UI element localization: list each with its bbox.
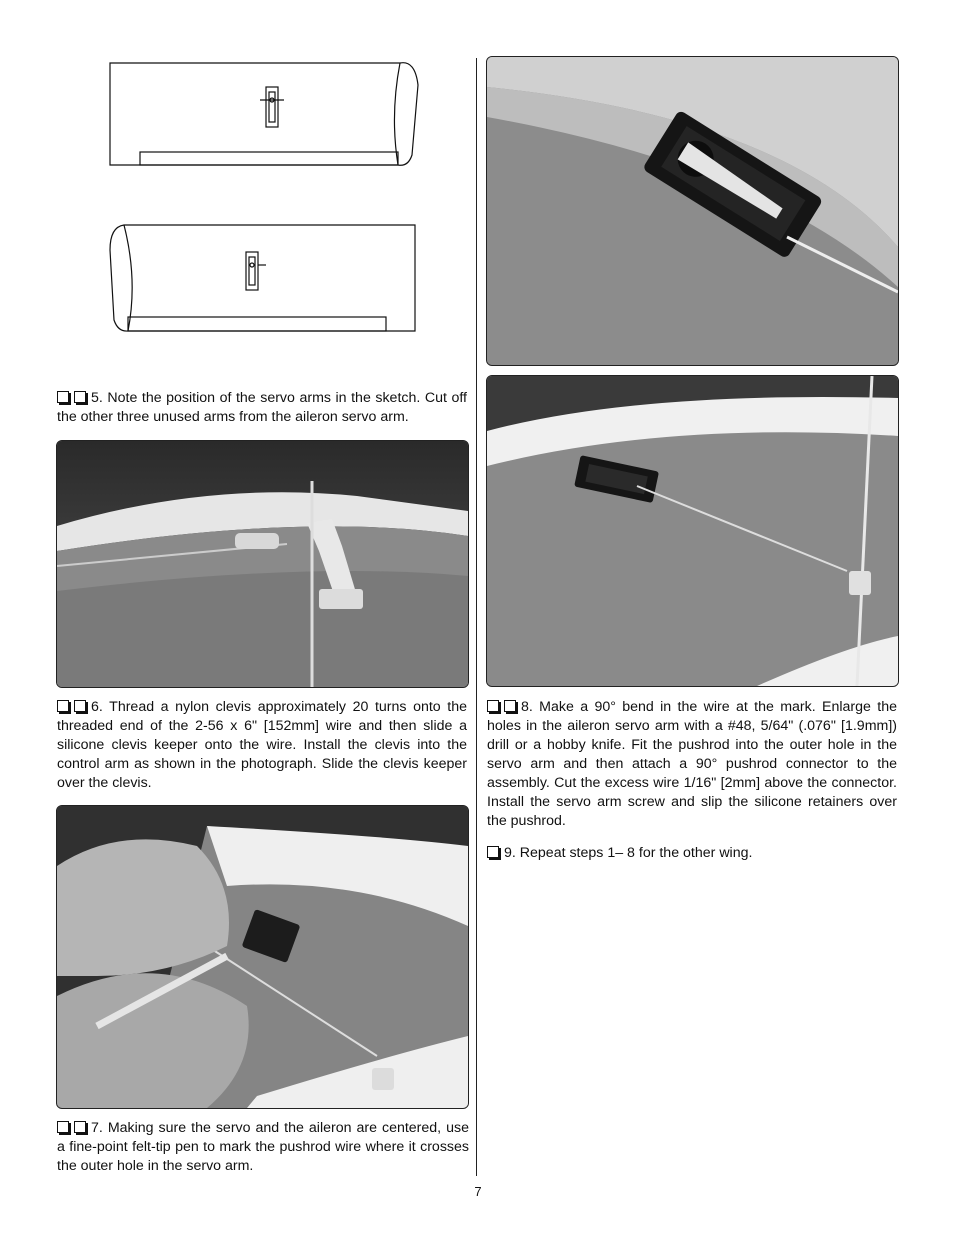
checkbox-icon[interactable] <box>487 700 499 712</box>
servo-arm-sketch <box>100 55 430 345</box>
checkbox-icon[interactable] <box>57 391 69 403</box>
photo-servo-pushrod-wing <box>486 375 899 687</box>
photo-servo-closeup <box>486 56 899 366</box>
step-7-text: 7. Making sure the servo and the aileron are centered, use a fine-point felt-tip pen to mark the pushrod wire where it crosses the outer hole in the servo arm. <box>57 1120 469 1174</box>
checkbox-icon[interactable] <box>57 700 69 712</box>
sketch-wing-bottom <box>110 225 415 331</box>
checkbox-icon[interactable] <box>504 700 516 712</box>
step-9-text: 9. Repeat steps 1– 8 for the other wing. <box>487 844 897 863</box>
photo-marking-pushrod <box>56 805 469 1109</box>
page-number: 7 <box>474 1184 482 1199</box>
photo-clevis-control-arm <box>56 440 469 688</box>
sketch-wing-top <box>110 63 418 166</box>
step-5-text: 5. Note the position of the servo arms in the sketch. Cut off the other three unused arms from the aileron servo arm. <box>57 390 467 425</box>
step-8-text: 8. Make a 90° bend in the wire at the mark. Enlarge the holes in the aileron servo arm with a #48, 5/64" (.076" [1.9mm]) drill or a hobby knife. Fit the pushrod into the outer hole in the servo arm and then attach a 90° pushrod connector to the assembly. Cut the excess wire 1/16" [2mm] above the connector. Install the servo arm screw and slip the silicone retainers over the pushrod. <box>487 699 897 829</box>
checkbox-icon[interactable] <box>74 391 86 403</box>
column-divider <box>476 58 477 1176</box>
checkbox-icon[interactable] <box>74 700 86 712</box>
checkbox-icon[interactable] <box>57 1121 69 1133</box>
checkbox-icon[interactable] <box>487 846 499 858</box>
checkbox-icon[interactable] <box>74 1121 86 1133</box>
step-6-text: 6. Thread a nylon clevis approximately 20 turns onto the threaded end of the 2-56 x 6" [152mm] wire and then slide a silicone clevis keeper onto the wire. Install the clevis into the control arm as shown in the photograph. Slide the clevis keeper over the clevis. <box>57 699 467 791</box>
